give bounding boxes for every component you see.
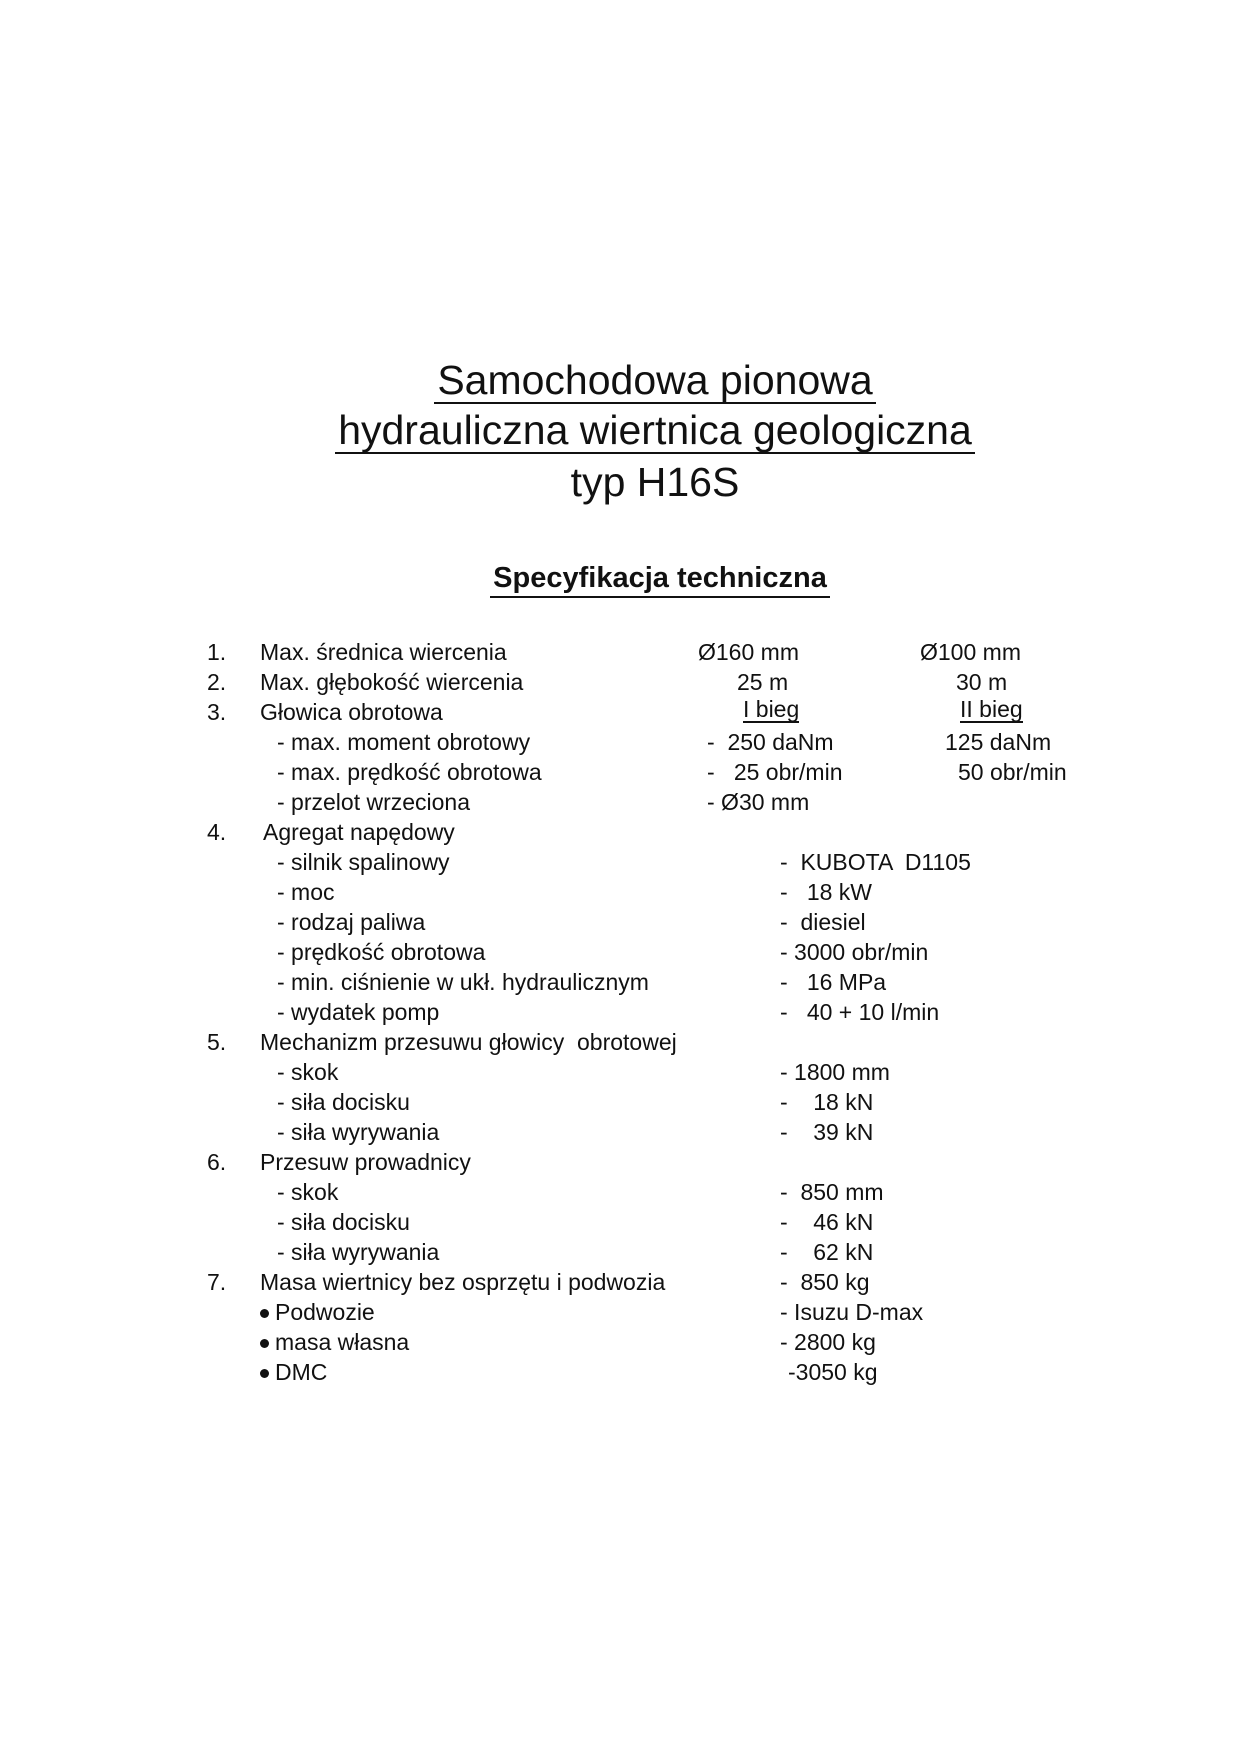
item-label: - siła docisku [277,1089,410,1115]
item-value: - 62 kN [780,1239,874,1265]
item-number: 1. [207,639,227,665]
item-value: - Isuzu D-max [780,1299,924,1325]
item-value: - 40 + 10 l/min [780,999,940,1025]
item-label: - prędkość obrotowa [277,939,486,965]
item-label: - silnik spalinowy [277,849,450,875]
item-number: 3. [207,699,227,725]
item-value: - 18 kW [780,879,873,905]
item-value-alt: 30 m [956,669,1008,695]
bullet-item [260,1357,327,1387]
item-value: - Ø30 mm [707,789,810,815]
spec-row [0,1267,1240,1297]
item-label: Mechanizm przesuwu głowicy obrotowej [260,1029,677,1055]
item-label: Głowica obrotowa [260,699,443,725]
subtitle-text: Specyfikacja techniczna [490,560,830,598]
spec-row [0,1327,1240,1357]
item-label: - max. moment obrotowy [277,729,531,755]
spec-row [0,1057,1240,1087]
item-label: - min. ciśnienie w ukł. hydraulicznym [277,969,649,995]
item-value: - 2800 kg [780,1329,876,1355]
item-value-alt: 50 obr/min [958,759,1067,785]
item-value: Ø160 mm [698,639,799,665]
title-line-1: Samochodowa pionowa [434,358,875,404]
spec-row [0,817,1240,847]
item-label: - przelot wrzeciona [277,789,471,815]
spec-row [0,1087,1240,1117]
item-value: - 39 kN [780,1119,874,1145]
item-value: - diesiel [780,909,866,935]
item-number: 7. [207,1269,227,1295]
spec-row [0,1237,1240,1267]
item-label: Max. średnica wiercenia [260,639,507,665]
bullet-label: DMC [275,1359,328,1385]
spec-row [0,637,1240,667]
item-label: - moc [277,879,335,905]
title-line-2: hydrauliczna wiertnica geologiczna [335,408,975,454]
item-value-alt: Ø100 mm [920,639,1021,665]
item-number: 2. [207,669,227,695]
item-value: - 18 kN [780,1089,874,1115]
item-label: - rodzaj paliwa [277,909,426,935]
spec-row [0,907,1240,937]
spec-row [0,997,1240,1027]
spec-row [0,697,1240,727]
item-value: - 1800 mm [780,1059,890,1085]
item-label: Masa wiertnicy bez osprzętu i podwozia [260,1269,666,1295]
spec-row [0,1147,1240,1177]
spec-row [0,1117,1240,1147]
spec-row [0,847,1240,877]
item-label: - max. prędkość obrotowa [277,759,542,785]
item-label: Przesuw prowadnicy [260,1149,471,1175]
item-value: - KUBOTA D1105 [780,849,971,875]
item-value: 25 m [737,669,789,695]
item-value: - 3000 obr/min [780,939,929,965]
item-value: - 16 MPa [780,969,887,995]
bullet-item [260,1327,409,1357]
item-value: - 25 obr/min [707,759,843,785]
bullet-label: Podwozie [275,1299,375,1325]
item-label: - wydatek pomp [277,999,440,1025]
spec-row [0,1027,1240,1057]
spec-row [0,937,1240,967]
item-number: 5. [207,1029,227,1055]
item-label: - skok [277,1059,339,1085]
item-label: - skok [277,1179,339,1205]
bullet-icon [260,1369,269,1378]
spec-row [0,757,1240,787]
gear-header: I bieg [743,696,800,722]
spec-row [0,667,1240,697]
item-value: - 250 daNm [707,729,834,755]
spec-row [0,787,1240,817]
item-label: - siła wyrywania [277,1119,440,1145]
spec-row [0,877,1240,907]
item-label: - siła docisku [277,1209,410,1235]
spec-row [0,1177,1240,1207]
item-value: - 850 mm [780,1179,884,1205]
item-label: - siła wyrywania [277,1239,440,1265]
item-value-alt: 125 daNm [945,729,1052,755]
bullet-label: masa własna [275,1329,410,1355]
item-value: - 850 kg [780,1269,870,1295]
gear-header-alt: II bieg [960,696,1023,722]
title-line-3: typ H16S [570,459,740,505]
item-label: Agregat napędowy [263,819,455,845]
item-number: 6. [207,1149,227,1175]
spec-row [0,967,1240,997]
bullet-icon [260,1309,269,1318]
bullet-icon [260,1339,269,1348]
bullet-item [260,1297,375,1327]
spec-row [0,1357,1240,1387]
item-value: -3050 kg [788,1359,878,1385]
item-label: Max. głębokość wiercenia [260,669,524,695]
item-number: 4. [207,819,227,845]
spec-row [0,727,1240,757]
spec-row [0,1297,1240,1327]
item-value: - 46 kN [780,1209,874,1235]
spec-row [0,1207,1240,1237]
